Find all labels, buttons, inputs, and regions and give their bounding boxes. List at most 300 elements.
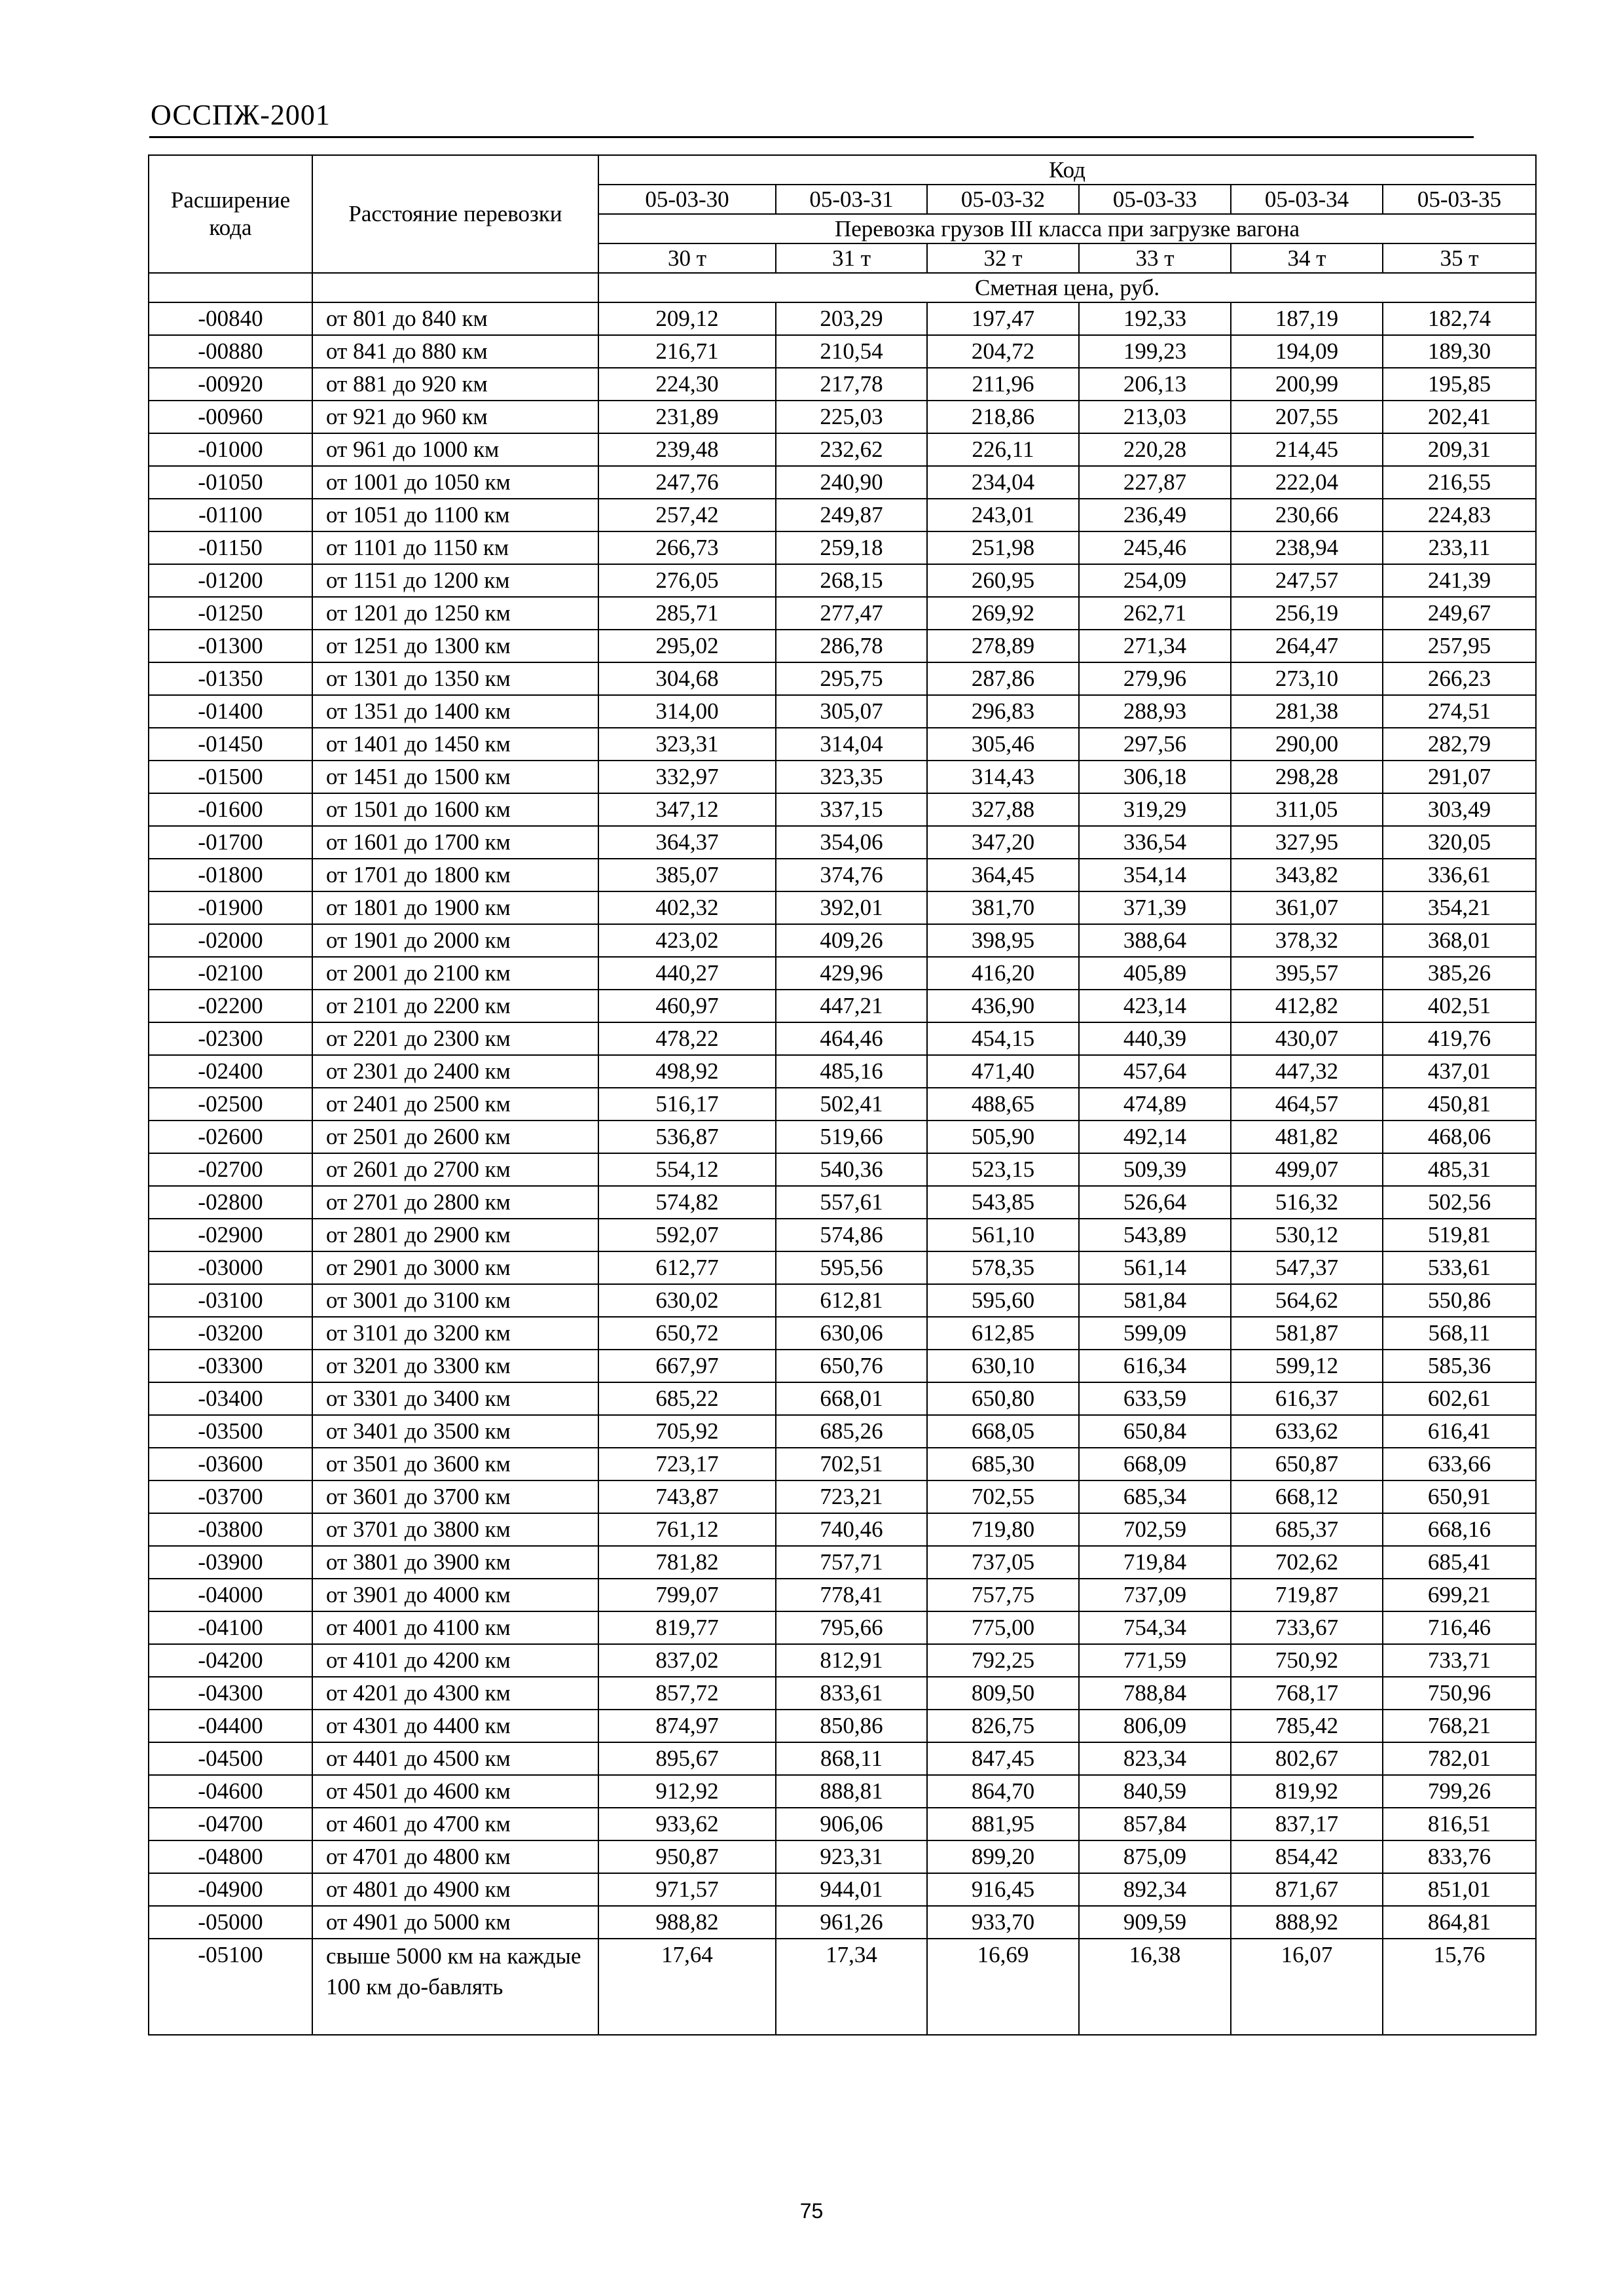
price-cell: 251,98 <box>927 531 1079 564</box>
price-cell: 262,71 <box>1079 597 1231 630</box>
price-cell: 304,68 <box>598 662 776 695</box>
price-cell: 561,14 <box>1079 1251 1231 1284</box>
table-row <box>149 1873 1536 1906</box>
distance-cell: от 2201 до 2300 км <box>312 1022 598 1055</box>
extension-cell: -02400 <box>149 1055 312 1088</box>
distance-cell: от 2301 до 2400 км <box>312 1055 598 1088</box>
price-cell: 457,64 <box>1079 1055 1231 1088</box>
price-cell: 464,57 <box>1231 1088 1383 1121</box>
price-cell: 519,81 <box>1383 1219 1536 1251</box>
table-row <box>149 1121 1536 1153</box>
table-row <box>149 401 1536 433</box>
price-cell: 650,87 <box>1231 1448 1383 1480</box>
price-cell: 440,39 <box>1079 1022 1231 1055</box>
price-cell: 481,82 <box>1231 1121 1383 1153</box>
distance-cell: от 2001 до 2100 км <box>312 957 598 990</box>
header-code-value: 05-03-30 <box>598 185 776 214</box>
table-row <box>149 499 1536 531</box>
price-cell: 368,01 <box>1383 924 1536 957</box>
extension-cell: -01200 <box>149 564 312 597</box>
header-code-value: 05-03-31 <box>776 185 927 214</box>
price-cell: 505,90 <box>927 1121 1079 1153</box>
distance-cell: от 4701 до 4800 км <box>312 1840 598 1873</box>
price-cell: 498,92 <box>598 1055 776 1088</box>
distance-cell: от 3601 до 3700 км <box>312 1480 598 1513</box>
price-cell: 314,04 <box>776 728 927 761</box>
table-row <box>149 1186 1536 1219</box>
price-cell: 892,34 <box>1079 1873 1231 1906</box>
price-cell: 782,01 <box>1383 1742 1536 1775</box>
price-cell: 303,49 <box>1383 793 1536 826</box>
extension-cell: -01450 <box>149 728 312 761</box>
header-code-value: 05-03-33 <box>1079 185 1231 214</box>
price-cell: 347,12 <box>598 793 776 826</box>
extension-cell: -02600 <box>149 1121 312 1153</box>
price-cell: 257,95 <box>1383 630 1536 662</box>
price-cell: 354,21 <box>1383 891 1536 924</box>
price-cell: 909,59 <box>1079 1906 1231 1939</box>
price-cell: 630,06 <box>776 1317 927 1350</box>
price-cell: 296,83 <box>927 695 1079 728</box>
price-cell: 612,85 <box>927 1317 1079 1350</box>
price-cell: 492,14 <box>1079 1121 1231 1153</box>
price-cell: 200,99 <box>1231 368 1383 401</box>
extension-cell: -03700 <box>149 1480 312 1513</box>
price-cell: 857,84 <box>1079 1808 1231 1840</box>
price-cell: 719,87 <box>1231 1579 1383 1611</box>
table-row <box>149 1906 1536 1939</box>
price-cell: 633,66 <box>1383 1448 1536 1480</box>
price-cell: 314,43 <box>927 761 1079 793</box>
distance-cell: от 1201 до 1250 км <box>312 597 598 630</box>
distance-cell: от 2101 до 2200 км <box>312 990 598 1022</box>
price-cell: 685,34 <box>1079 1480 1231 1513</box>
price-cell: 199,23 <box>1079 335 1231 368</box>
extension-cell: -03100 <box>149 1284 312 1317</box>
price-cell: 238,94 <box>1231 531 1383 564</box>
table-row <box>149 1022 1536 1055</box>
table-row <box>149 859 1536 891</box>
price-cell: 327,95 <box>1231 826 1383 859</box>
price-cell: 298,28 <box>1231 761 1383 793</box>
price-cell: 633,59 <box>1079 1382 1231 1415</box>
price-cell: 286,78 <box>776 630 927 662</box>
table-row <box>149 531 1536 564</box>
distance-cell: от 1051 до 1100 км <box>312 499 598 531</box>
table-row <box>149 1382 1536 1415</box>
distance-cell: от 4801 до 4900 км <box>312 1873 598 1906</box>
price-cell: 668,16 <box>1383 1513 1536 1546</box>
table-row <box>149 1710 1536 1742</box>
price-cell: 723,21 <box>776 1480 927 1513</box>
table-row <box>149 1808 1536 1840</box>
distance-cell: от 3901 до 4000 км <box>312 1579 598 1611</box>
distance-cell: от 4601 до 4700 км <box>312 1808 598 1840</box>
price-cell: 516,32 <box>1231 1186 1383 1219</box>
price-cell: 245,46 <box>1079 531 1231 564</box>
price-cell: 249,67 <box>1383 597 1536 630</box>
price-cell: 564,62 <box>1231 1284 1383 1317</box>
price-cell: 533,61 <box>1383 1251 1536 1284</box>
distance-cell: от 1401 до 1450 км <box>312 728 598 761</box>
extension-cell: -04100 <box>149 1611 312 1644</box>
price-cell: 207,55 <box>1231 401 1383 433</box>
price-cell: 723,17 <box>598 1448 776 1480</box>
price-cell: 464,46 <box>776 1022 927 1055</box>
price-cell: 385,26 <box>1383 957 1536 990</box>
header-code-value: 05-03-35 <box>1383 185 1536 214</box>
table-row <box>149 793 1536 826</box>
distance-cell: от 1601 до 1700 км <box>312 826 598 859</box>
header-load: 30 т <box>598 243 776 273</box>
price-cell: 585,36 <box>1383 1350 1536 1382</box>
price-cell: 881,95 <box>927 1808 1079 1840</box>
table-row <box>149 1677 1536 1710</box>
table-row <box>149 1513 1536 1546</box>
price-cell: 633,62 <box>1231 1415 1383 1448</box>
price-cell: 276,05 <box>598 564 776 597</box>
price-cell: 241,39 <box>1383 564 1536 597</box>
price-cell: 202,41 <box>1383 401 1536 433</box>
extension-cell: -03300 <box>149 1350 312 1382</box>
price-cell: 327,88 <box>927 793 1079 826</box>
price-cell: 392,01 <box>776 891 927 924</box>
price-cell: 264,47 <box>1231 630 1383 662</box>
price-cell: 988,82 <box>598 1906 776 1939</box>
price-cell: 833,76 <box>1383 1840 1536 1873</box>
price-cell: 888,92 <box>1231 1906 1383 1939</box>
price-cell: 650,84 <box>1079 1415 1231 1448</box>
distance-cell: от 1801 до 1900 км <box>312 891 598 924</box>
price-cell: 195,85 <box>1383 368 1536 401</box>
price-cell: 961,26 <box>776 1906 927 1939</box>
table-row <box>149 1219 1536 1251</box>
price-cell: 895,67 <box>598 1742 776 1775</box>
distance-cell: от 3001 до 3100 км <box>312 1284 598 1317</box>
price-cell: 240,90 <box>776 466 927 499</box>
distance-cell: от 2801 до 2900 км <box>312 1219 598 1251</box>
extension-cell: -03400 <box>149 1382 312 1415</box>
price-cell: 213,03 <box>1079 401 1231 433</box>
price-cell: 234,04 <box>927 466 1079 499</box>
price-cell: 423,02 <box>598 924 776 957</box>
price-cell: 568,11 <box>1383 1317 1536 1350</box>
price-cell: 888,81 <box>776 1775 927 1808</box>
price-cell: 599,12 <box>1231 1350 1383 1382</box>
price-cell: 436,90 <box>927 990 1079 1022</box>
price-cell: 440,27 <box>598 957 776 990</box>
distance-cell: от 2501 до 2600 км <box>312 1121 598 1153</box>
price-cell: 220,28 <box>1079 433 1231 466</box>
extension-cell: -01300 <box>149 630 312 662</box>
price-cell: 768,21 <box>1383 1710 1536 1742</box>
price-cell: 775,00 <box>927 1611 1079 1644</box>
price-cell: 236,49 <box>1079 499 1231 531</box>
price-cell: 851,01 <box>1383 1873 1536 1906</box>
extension-cell: -03000 <box>149 1251 312 1284</box>
extension-cell: -01350 <box>149 662 312 695</box>
price-cell: 204,72 <box>927 335 1079 368</box>
price-cell: 277,47 <box>776 597 927 630</box>
price-cell: 550,86 <box>1383 1284 1536 1317</box>
price-cell: 402,32 <box>598 891 776 924</box>
price-cell: 282,79 <box>1383 728 1536 761</box>
extension-cell: -01600 <box>149 793 312 826</box>
price-cell: 217,78 <box>776 368 927 401</box>
table-row <box>149 1251 1536 1284</box>
price-cell: 602,61 <box>1383 1382 1536 1415</box>
distance-cell: от 1301 до 1350 км <box>312 662 598 695</box>
price-table <box>148 154 1537 2036</box>
extension-cell: -04800 <box>149 1840 312 1873</box>
price-cell: 771,59 <box>1079 1644 1231 1677</box>
price-cell: 754,34 <box>1079 1611 1231 1644</box>
price-cell: 249,87 <box>776 499 927 531</box>
table-row <box>149 1284 1536 1317</box>
price-cell: 214,45 <box>1231 433 1383 466</box>
price-cell: 381,70 <box>927 891 1079 924</box>
price-cell: 733,67 <box>1231 1611 1383 1644</box>
price-cell: 802,67 <box>1231 1742 1383 1775</box>
price-cell: 474,89 <box>1079 1088 1231 1121</box>
price-cell: 192,33 <box>1079 302 1231 335</box>
price-cell: 871,67 <box>1231 1873 1383 1906</box>
extension-cell: -00920 <box>149 368 312 401</box>
price-cell: 311,05 <box>1231 793 1383 826</box>
price-cell: 354,14 <box>1079 859 1231 891</box>
header-load: 32 т <box>927 243 1079 273</box>
table-row <box>149 1448 1536 1480</box>
price-cell: 788,84 <box>1079 1677 1231 1710</box>
price-cell: 268,15 <box>776 564 927 597</box>
price-cell: 716,46 <box>1383 1611 1536 1644</box>
header-load: 35 т <box>1383 243 1536 273</box>
extension-cell: -04200 <box>149 1644 312 1677</box>
distance-cell: от 1701 до 1800 км <box>312 859 598 891</box>
price-cell: 781,82 <box>598 1546 776 1579</box>
price-cell: 816,51 <box>1383 1808 1536 1840</box>
price-cell: 337,15 <box>776 793 927 826</box>
price-cell: 224,30 <box>598 368 776 401</box>
price-cell: 271,34 <box>1079 630 1231 662</box>
table-row <box>149 564 1536 597</box>
extension-cell: -01250 <box>149 597 312 630</box>
table-row <box>149 1644 1536 1677</box>
price-cell: 287,86 <box>927 662 1079 695</box>
header-cargo-description: Перевозка грузов III класса при загрузке вагона <box>598 214 1536 243</box>
price-cell: 206,13 <box>1079 368 1231 401</box>
price-cell: 395,57 <box>1231 957 1383 990</box>
distance-cell: от 2401 до 2500 км <box>312 1088 598 1121</box>
extension-cell: -01700 <box>149 826 312 859</box>
table-row <box>149 1546 1536 1579</box>
table-row <box>149 466 1536 499</box>
price-cell: 230,66 <box>1231 499 1383 531</box>
table-row <box>149 1415 1536 1448</box>
table-row <box>149 1611 1536 1644</box>
price-cell: 733,71 <box>1383 1644 1536 1677</box>
price-cell: 812,91 <box>776 1644 927 1677</box>
header-code-value: 05-03-34 <box>1231 185 1383 214</box>
price-cell: 226,11 <box>927 433 1079 466</box>
price-cell: 336,61 <box>1383 859 1536 891</box>
price-cell: 630,02 <box>598 1284 776 1317</box>
price-cell: 847,45 <box>927 1742 1079 1775</box>
price-cell: 740,46 <box>776 1513 927 1546</box>
price-cell: 194,09 <box>1231 335 1383 368</box>
price-cell: 685,37 <box>1231 1513 1383 1546</box>
distance-cell: от 4201 до 4300 км <box>312 1677 598 1710</box>
price-cell: 227,87 <box>1079 466 1231 499</box>
extension-cell: -01150 <box>149 531 312 564</box>
price-cell: 182,74 <box>1383 302 1536 335</box>
distance-cell: от 801 до 840 км <box>312 302 598 335</box>
price-cell: 540,36 <box>776 1153 927 1186</box>
price-cell: 630,10 <box>927 1350 1079 1382</box>
price-cell: 612,81 <box>776 1284 927 1317</box>
price-cell: 471,40 <box>927 1055 1079 1088</box>
extension-cell: -04400 <box>149 1710 312 1742</box>
price-cell: 685,22 <box>598 1382 776 1415</box>
price-cell: 868,11 <box>776 1742 927 1775</box>
price-cell: 668,09 <box>1079 1448 1231 1480</box>
price-cell: 543,89 <box>1079 1219 1231 1251</box>
distance-cell: от 3201 до 3300 км <box>312 1350 598 1382</box>
table-row <box>149 662 1536 695</box>
price-cell: 702,59 <box>1079 1513 1231 1546</box>
price-cell: 447,32 <box>1231 1055 1383 1088</box>
price-cell: 616,41 <box>1383 1415 1536 1448</box>
distance-cell: от 1151 до 1200 км <box>312 564 598 597</box>
price-cell: 269,92 <box>927 597 1079 630</box>
extension-cell: -02800 <box>149 1186 312 1219</box>
extension-cell: -03800 <box>149 1513 312 1546</box>
distance-cell: от 2701 до 2800 км <box>312 1186 598 1219</box>
price-cell: 278,89 <box>927 630 1079 662</box>
price-cell: 719,84 <box>1079 1546 1231 1579</box>
price-cell: 361,07 <box>1231 891 1383 924</box>
distance-cell: от 1101 до 1150 км <box>312 531 598 564</box>
price-cell: 502,56 <box>1383 1186 1536 1219</box>
distance-cell: от 3701 до 3800 км <box>312 1513 598 1546</box>
price-cell: 285,71 <box>598 597 776 630</box>
price-cell: 485,31 <box>1383 1153 1536 1186</box>
price-cell: 398,95 <box>927 924 1079 957</box>
distance-cell: от 3501 до 3600 км <box>312 1448 598 1480</box>
distance-cell: от 961 до 1000 км <box>312 433 598 466</box>
document-title: ОССПЖ-2001 <box>151 99 331 131</box>
distance-cell: от 1001 до 1050 км <box>312 466 598 499</box>
price-cell: 750,96 <box>1383 1677 1536 1710</box>
price-cell: 224,83 <box>1383 499 1536 531</box>
price-cell: 650,76 <box>776 1350 927 1382</box>
price-cell: 16,07 <box>1231 1939 1383 2035</box>
extension-cell: -02100 <box>149 957 312 990</box>
price-cell: 595,60 <box>927 1284 1079 1317</box>
extension-cell: -03600 <box>149 1448 312 1480</box>
table-body <box>149 302 1536 2035</box>
price-cell: 557,61 <box>776 1186 927 1219</box>
price-cell: 906,06 <box>776 1808 927 1840</box>
price-cell: 616,34 <box>1079 1350 1231 1382</box>
table-row <box>149 1317 1536 1350</box>
table-row <box>149 695 1536 728</box>
price-cell: 737,09 <box>1079 1579 1231 1611</box>
price-cell: 792,25 <box>927 1644 1079 1677</box>
price-cell: 757,75 <box>927 1579 1079 1611</box>
price-cell: 499,07 <box>1231 1153 1383 1186</box>
price-cell: 595,56 <box>776 1251 927 1284</box>
price-cell: 332,97 <box>598 761 776 793</box>
price-cell: 526,64 <box>1079 1186 1231 1219</box>
price-cell: 189,30 <box>1383 335 1536 368</box>
price-cell: 519,66 <box>776 1121 927 1153</box>
price-cell: 705,92 <box>598 1415 776 1448</box>
price-cell: 650,91 <box>1383 1480 1536 1513</box>
price-cell: 933,70 <box>927 1906 1079 1939</box>
price-cell: 259,18 <box>776 531 927 564</box>
price-cell: 364,37 <box>598 826 776 859</box>
price-cell: 210,54 <box>776 335 927 368</box>
price-cell: 216,55 <box>1383 466 1536 499</box>
price-cell: 650,80 <box>927 1382 1079 1415</box>
price-cell: 273,10 <box>1231 662 1383 695</box>
price-cell: 612,77 <box>598 1251 776 1284</box>
price-cell: 288,93 <box>1079 695 1231 728</box>
price-cell: 685,26 <box>776 1415 927 1448</box>
distance-cell: от 3101 до 3200 км <box>312 1317 598 1350</box>
extension-cell: -02200 <box>149 990 312 1022</box>
price-cell: 809,50 <box>927 1677 1079 1710</box>
price-cell: 737,05 <box>927 1546 1079 1579</box>
price-cell: 15,76 <box>1383 1939 1536 2035</box>
price-cell: 854,42 <box>1231 1840 1383 1873</box>
price-cell: 685,30 <box>927 1448 1079 1480</box>
price-cell: 950,87 <box>598 1840 776 1873</box>
price-cell: 460,97 <box>598 990 776 1022</box>
distance-cell: от 4401 до 4500 км <box>312 1742 598 1775</box>
price-cell: 502,41 <box>776 1088 927 1121</box>
distance-cell: от 881 до 920 км <box>312 368 598 401</box>
price-cell: 281,38 <box>1231 695 1383 728</box>
extension-cell: -01050 <box>149 466 312 499</box>
price-cell: 371,39 <box>1079 891 1231 924</box>
price-cell: 222,04 <box>1231 466 1383 499</box>
price-cell: 239,48 <box>598 433 776 466</box>
price-cell: 864,81 <box>1383 1906 1536 1939</box>
price-cell: 388,64 <box>1079 924 1231 957</box>
price-cell: 574,82 <box>598 1186 776 1219</box>
price-cell: 875,09 <box>1079 1840 1231 1873</box>
price-cell: 785,42 <box>1231 1710 1383 1742</box>
price-cell: 412,82 <box>1231 990 1383 1022</box>
price-cell: 254,09 <box>1079 564 1231 597</box>
price-cell: 247,57 <box>1231 564 1383 597</box>
price-cell: 295,75 <box>776 662 927 695</box>
price-cell: 266,23 <box>1383 662 1536 695</box>
price-cell: 864,70 <box>927 1775 1079 1808</box>
extension-cell: -00880 <box>149 335 312 368</box>
extension-cell: -04300 <box>149 1677 312 1710</box>
price-cell: 488,65 <box>927 1088 1079 1121</box>
header-load: 31 т <box>776 243 927 273</box>
table-row <box>149 1840 1536 1873</box>
price-cell: 429,96 <box>776 957 927 990</box>
price-cell: 256,19 <box>1231 597 1383 630</box>
extension-cell: -03900 <box>149 1546 312 1579</box>
table-row <box>149 597 1536 630</box>
extension-cell: -02300 <box>149 1022 312 1055</box>
